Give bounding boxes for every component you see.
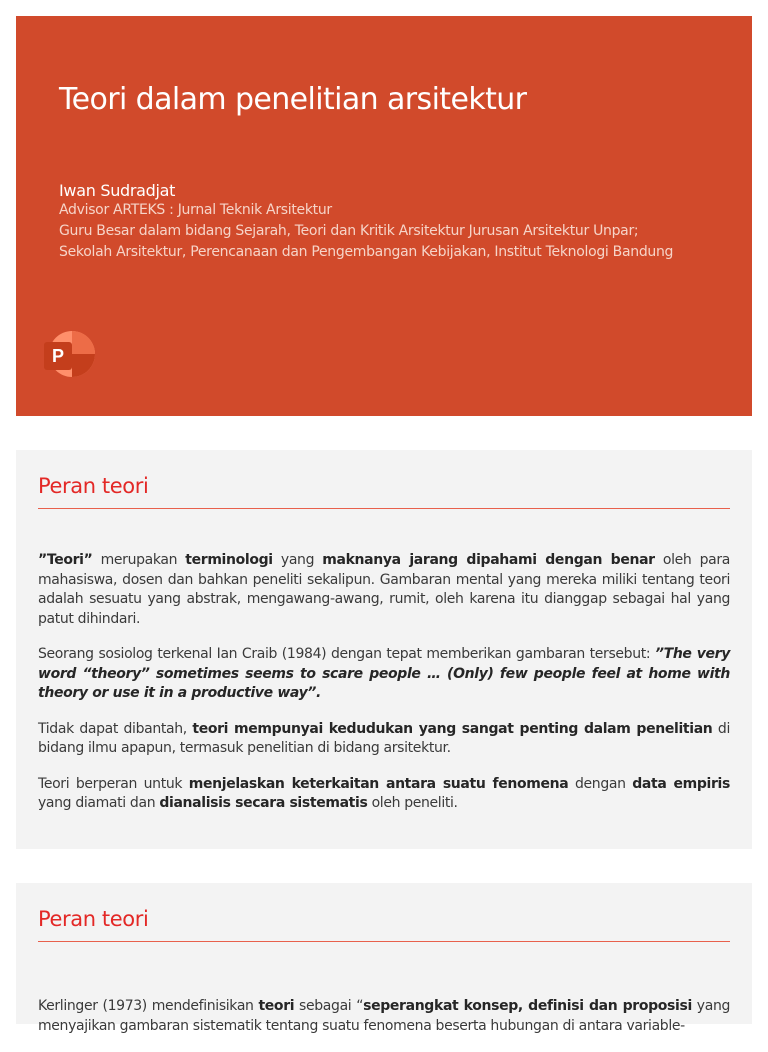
slide-body — [38, 997, 730, 1052]
powerpoint-icon-letter: P — [51, 346, 65, 366]
slide-heading: Peran teori — [38, 907, 149, 931]
paragraph-3: Tidak dapat dibantah, teori mempunyai kedudukan yang sangat penting dalam penelitian di bidang ilmu apapun, termasuk penelitian di bidang arsitektur. — [38, 720, 730, 756]
paragraph-4: Teori berperan untuk menjelaskan keterkaitan antara suatu fenomena dengan data empiris yang diamati dan dianalisis secara sistematis oleh peneliti. — [38, 775, 730, 811]
slide-peran-teori-1 — [16, 450, 752, 849]
affiliation-line-2: Guru Besar dalam bidang Sejarah, Teori dan Kritik Arsitektur Jurusan Arsitektur Unpar; — [59, 223, 639, 239]
paragraph-1: ”Teori” merupakan terminologi yang maknanya jarang dipahami dengan benar oleh para mahasiswa, dosen dan bahkan peneliti sekalipun. Gambaran mental yang mereka miliki tentang teori adalah sesuatu yang abstrak, mengawang-awang, rumit, oleh karena itu dianggap sebagai hal yang patut dihindari. — [38, 552, 730, 627]
title-slide — [16, 16, 752, 416]
heading-divider — [38, 508, 730, 509]
paragraph-2: Seorang sosiolog terkenal Ian Craib (1984) dengan tepat memberikan gambaran tersebut: ”The very word “theory” sometimes seems to scare people … (Only) few people feel at home with theory or use it in a productive way”. — [38, 646, 730, 701]
affiliation-line-1: Advisor ARTEKS : Jurnal Teknik Arsitektur — [59, 202, 332, 218]
slide-body — [38, 551, 730, 830]
presentation-title: Teori dalam penelitian arsitektur — [59, 82, 527, 117]
powerpoint-icon — [40, 328, 96, 384]
slide-peran-teori-2 — [16, 883, 752, 1034]
affiliation-line-3: Sekolah Arsitektur, Perencanaan dan Pengembangan Kebijakan, Institut Teknologi Bandung — [59, 244, 674, 260]
slide-heading: Peran teori — [38, 474, 149, 498]
author-name: Iwan Sudradjat — [59, 181, 176, 200]
heading-divider — [38, 941, 730, 942]
paragraph-1: Kerlinger (1973) mendefinisikan teori sebagai “seperangkat konsep, definisi dan proposisi yang menyajikan gambaran sistematik tentang suatu fenomena beserta hubungan di antara variable- — [38, 998, 730, 1034]
